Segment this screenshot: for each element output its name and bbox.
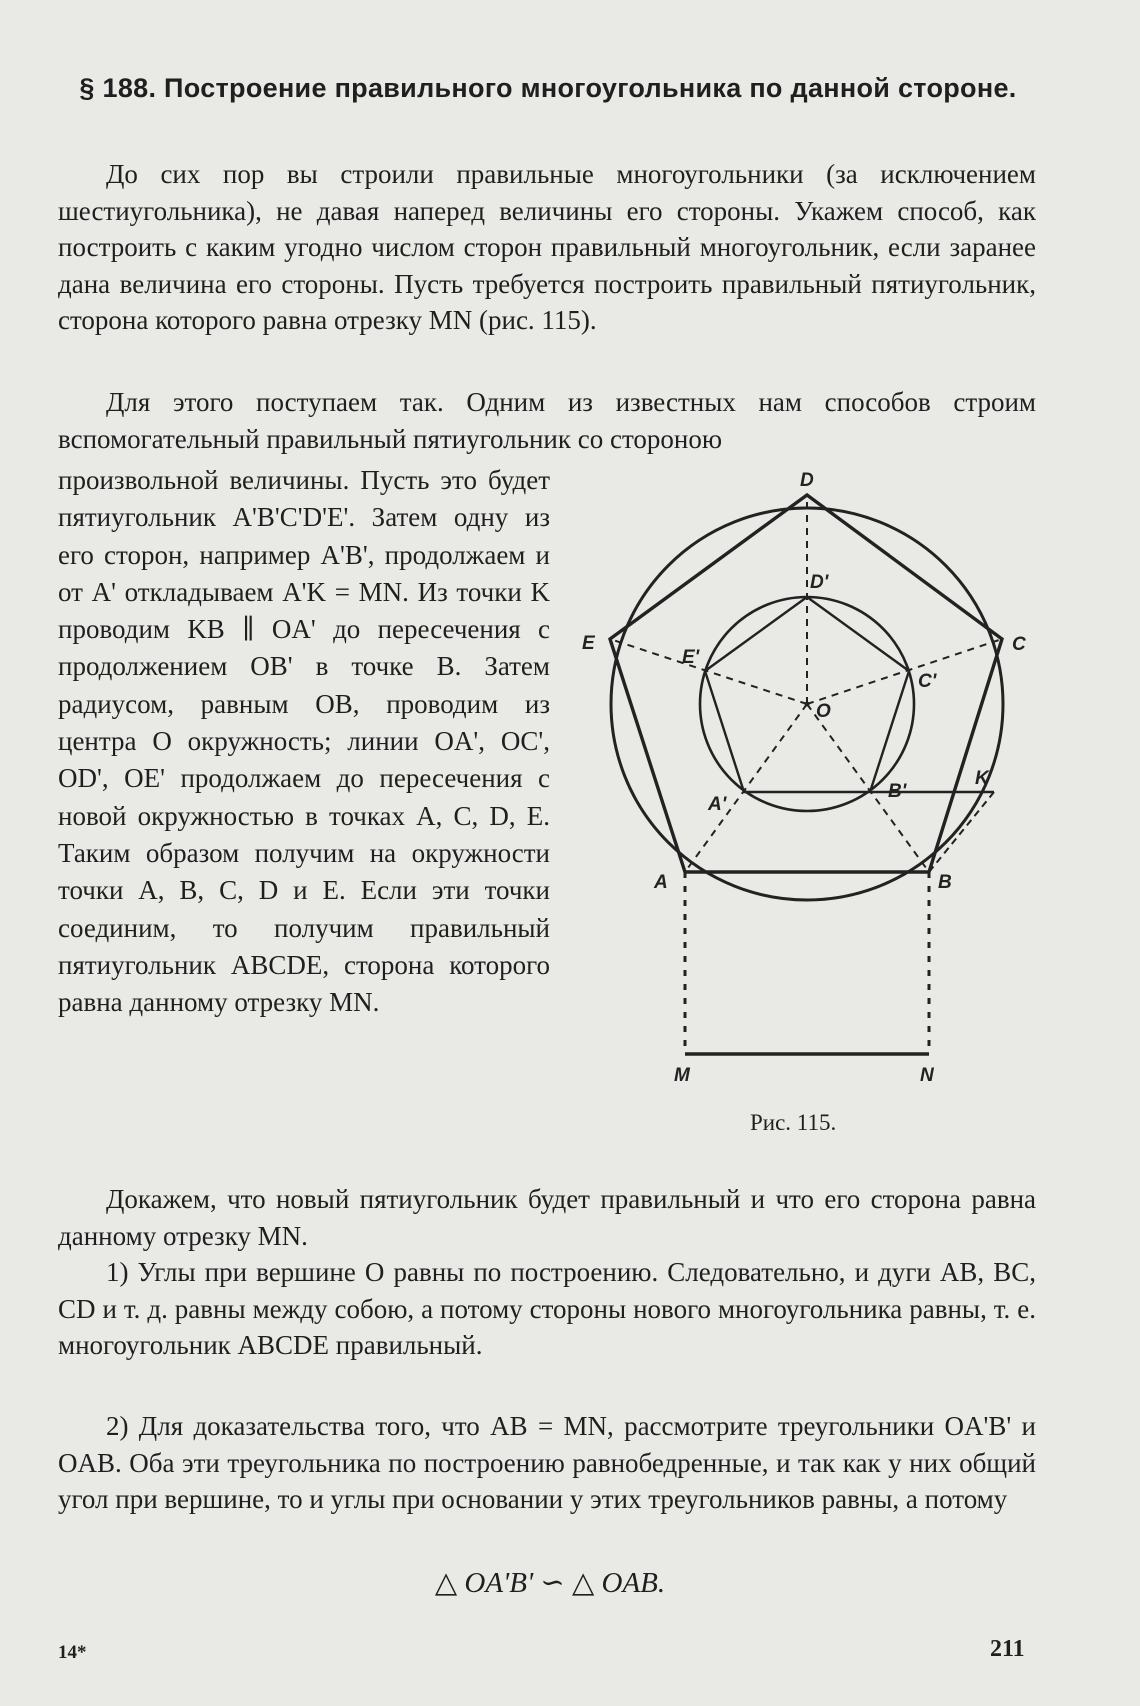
label-a: A xyxy=(654,872,668,893)
dashed-radii xyxy=(610,495,1002,872)
paragraph-proof-intro: Докажем, что новый пятиугольник будет правильный и что его сторона равна данному отрезку MN. xyxy=(58,1184,1036,1251)
label-e: E xyxy=(582,633,595,654)
figure-caption: Рис. 115. xyxy=(750,1110,837,1135)
label-d-prime: D' xyxy=(810,572,829,593)
paragraph-proof-1: 1) Углы при вершине O равны по построению. Следовательно, и дуги AB, BC, CD и т. д. равны между собою, а потому стороны нового многоугольника равны, т. е. многоугольник ABCDE правильный. xyxy=(58,1257,1036,1360)
paragraph-construction-steps: произвольной величины. Пусть это будет пятиугольник A'B'C'D'E'. Затем одну из его сторон, например A'B', продолжаем и от A' откладываем A'K = MN. Из точки K проводим KB ∥ OA' до пересечения с продолжением OB' в точке B. Затем радиусом, равным OB, проводим из центра O окружность; линии OA', OC', OD', OE' продолжаем до пересечения с новой окружностью в точках A, C, D, E. Таким образом получим на окружности точки A, B, C, D и E. Если эти точки соединим, то получим правильный пятиугольник ABCDE, сторона которого равна данному отрезку MN. xyxy=(58,465,550,1018)
page-number: 211 xyxy=(990,1636,1025,1662)
label-a-prime: A' xyxy=(708,794,727,815)
label-e-prime: E' xyxy=(682,647,700,668)
label-o: O xyxy=(816,701,831,722)
similarity-formula: △ OA'B' ∽ △ OAB. xyxy=(434,1567,666,1599)
paragraph-construction-start: Для этого поступаем так. Одним из известных нам способов строим вспомогательный правильный пятиугольник со стороною xyxy=(58,387,1036,454)
outer-pentagon xyxy=(610,495,1002,872)
inner-pentagon xyxy=(705,597,909,792)
center-point xyxy=(805,702,810,707)
text-column xyxy=(58,462,550,1021)
label-n: N xyxy=(920,1065,934,1086)
line-k-b xyxy=(929,792,994,872)
figure-115 xyxy=(570,458,1040,1108)
label-b-prime: B' xyxy=(888,781,907,802)
pentagon-construction-diagram xyxy=(570,458,1040,1108)
label-d: D xyxy=(800,470,814,491)
paragraph-intro: До сих пор вы строили правильные многоугольники (за исключением шестиугольника), не давая наперед величины его стороны. Укажем способ, как построить с каким угодно числом сторон правильный многоугольник, если заранее дана величина его стороны. Пусть требуется построить правильный пятиугольник, сторона которого равна отрезку MN (рис. 115). xyxy=(58,159,1036,335)
signature-mark: 14* xyxy=(58,1642,87,1663)
label-c: C xyxy=(1012,634,1026,655)
label-k: K xyxy=(975,768,989,789)
section-title: § 188. Построение правильного многоугольника по данной стороне. xyxy=(79,73,1017,103)
label-c-prime: C' xyxy=(918,671,937,692)
label-b: B xyxy=(938,872,952,893)
label-m: M xyxy=(674,1065,690,1086)
paragraph-proof-2: 2) Для доказательства того, что AB = MN, рассмотрите треугольники OA'B' и OAB. Оба эти треугольника по построению равнобедренные, и так как у них общий угол при вершине, то и углы при основании у этих треугольников равны, а потому xyxy=(58,1411,1036,1514)
